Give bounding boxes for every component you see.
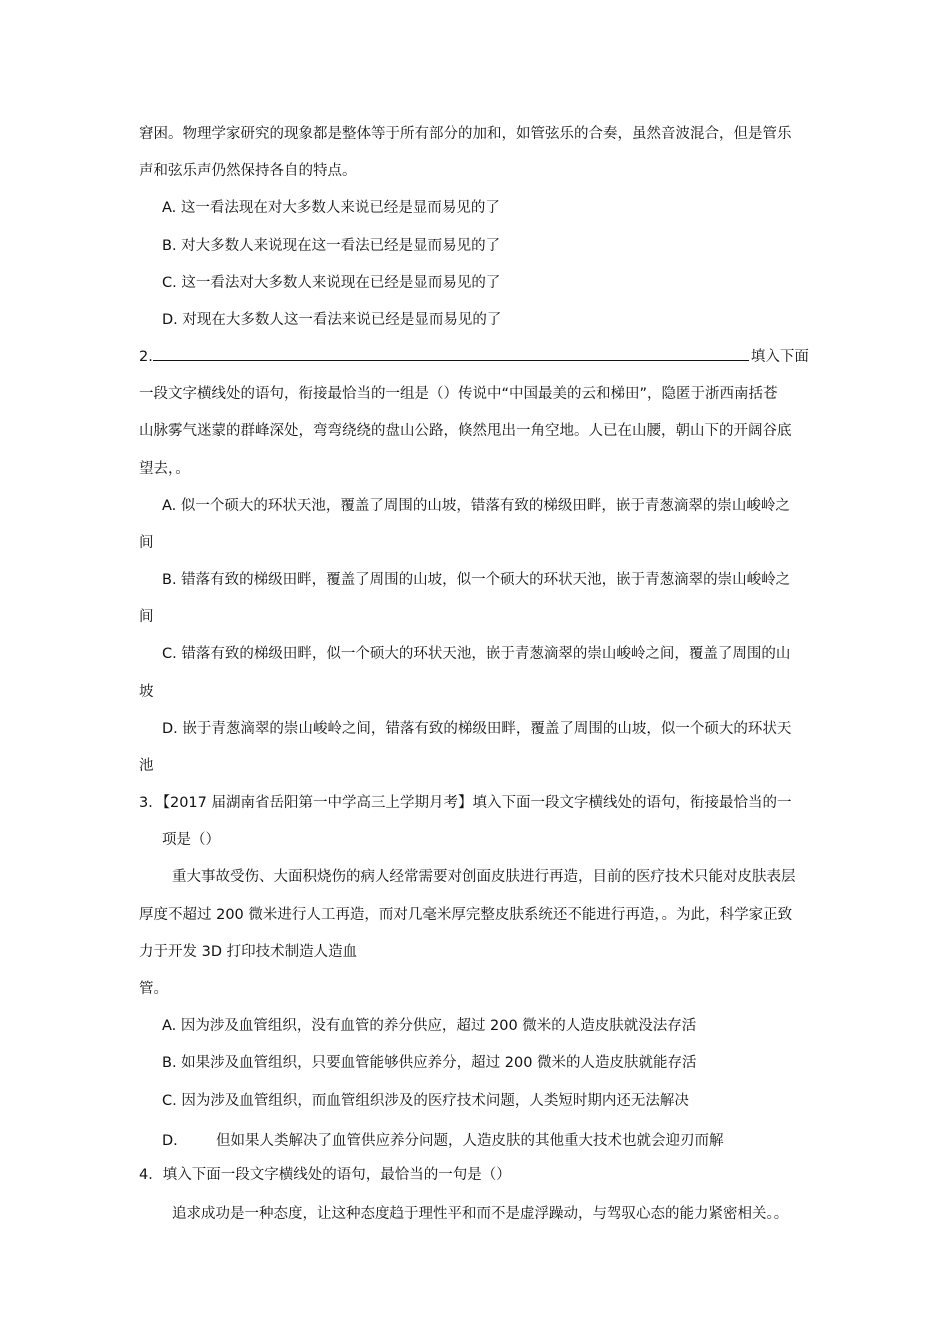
option-a: A. 因为涉及血管组织，没有血管的养分供应，超过 200 微米的人造皮肤就没法存活	[162, 1018, 697, 1034]
passage-line: 厚度不超过 200 微米进行人工再造，而对几毫米厚完整皮肤系统还不能进行再造，。为此，科学家正致	[139, 907, 793, 923]
question-4-heading: 4．填入下面一段文字横线处的语句，最恰当的一句是（）	[139, 1167, 511, 1183]
question-number: 2.	[139, 349, 153, 365]
option-d-label: D.	[162, 1133, 178, 1149]
option-continuation: 间	[139, 535, 154, 551]
option-continuation: 池	[139, 758, 154, 774]
passage-line: 追求成功是一种态度，让这种态度趋于理性平和而不是虚浮躁动，与驾驭心态的能力紧密相关。。	[172, 1206, 789, 1222]
paragraph-line: 窘困。物理学家研究的现象都是整体等于所有部分的加和，如管弦乐的合奏，虽然音波混合，但是管乐	[139, 126, 792, 142]
option-continuation: 坡	[139, 684, 154, 700]
paragraph-line: 一段文字横线处的语句，衔接最恰当的一组是（）传说中“中国最美的云和梯田”，隐匿于浙西南括苍	[139, 386, 778, 402]
paragraph-line: 山脉雾气迷蒙的群峰深处，弯弯绕绕的盘山公路，倏然甩出一角空地。人已在山腰，朝山下的开阔谷底	[139, 423, 792, 439]
option-c: C. 因为涉及血管组织，而血管组织涉及的医疗技术问题，人类短时期内还无法解决	[162, 1093, 689, 1109]
option-c: C. 这一看法对大多数人来说现在已经是显而易见的了	[162, 275, 501, 291]
option-b: B. 如果涉及血管组织，只要血管能够供应养分，超过 200 微米的人造皮肤就能存活	[162, 1055, 697, 1071]
question-2-stem-line	[139, 347, 809, 367]
paragraph-line: 望去，。	[139, 461, 190, 477]
option-b: B. 错落有致的梯级田畔，覆盖了周围的山坡，似一个硕大的环状天池，嵌于青葱滴翠的崇山峻岭之	[162, 572, 791, 588]
passage-line: 管。	[139, 981, 168, 997]
option-d: D. 对现在大多数人这一看法来说已经是显而易见的了	[162, 312, 502, 328]
passage-line: 力于开发 3D 打印技术制造人造血	[139, 944, 358, 960]
passage-line: 重大事故受伤、大面积烧伤的病人经常需要对创面皮肤进行再造，目前的医疗技术只能对皮肤表层	[172, 869, 796, 885]
option-a: A. 似一个硕大的环状天池，覆盖了周围的山坡，错落有致的梯级田畔，嵌于青葱滴翠的崇山峻岭之	[162, 498, 790, 514]
option-b: B. 对大多数人来说现在这一看法已经是显而易见的了	[162, 238, 501, 254]
option-a: A. 这一看法现在对大多数人来说已经是显而易见的了	[162, 200, 500, 216]
option-d-text: 但如果人类解决了血管供应养分问题，人造皮肤的其他重大技术也就会迎刃而解	[216, 1133, 724, 1149]
option-c: C. 错落有致的梯级田畔，似一个硕大的环状天池，嵌于青葱滴翠的崇山峻岭之间，覆盖了周围的山	[162, 646, 791, 662]
fill-in-blank	[153, 347, 749, 361]
option-continuation: 间	[139, 609, 154, 625]
question-stem-text: 填入下面	[750, 349, 809, 365]
question-3-heading: 3．【2017 届湖南省岳阳第一中学高三上学期月考】填入下面一段文字横线处的语句，衔接最恰当的一	[139, 795, 792, 811]
paragraph-line: 声和弦乐声仍然保持各自的特点。	[139, 163, 357, 179]
option-d: D. 嵌于青葱滴翠的崇山峻岭之间，错落有致的梯级田畔，覆盖了周围的山坡，似一个硕大的环状天	[162, 721, 792, 737]
question-3-heading-continuation: 项是（）	[162, 832, 220, 848]
